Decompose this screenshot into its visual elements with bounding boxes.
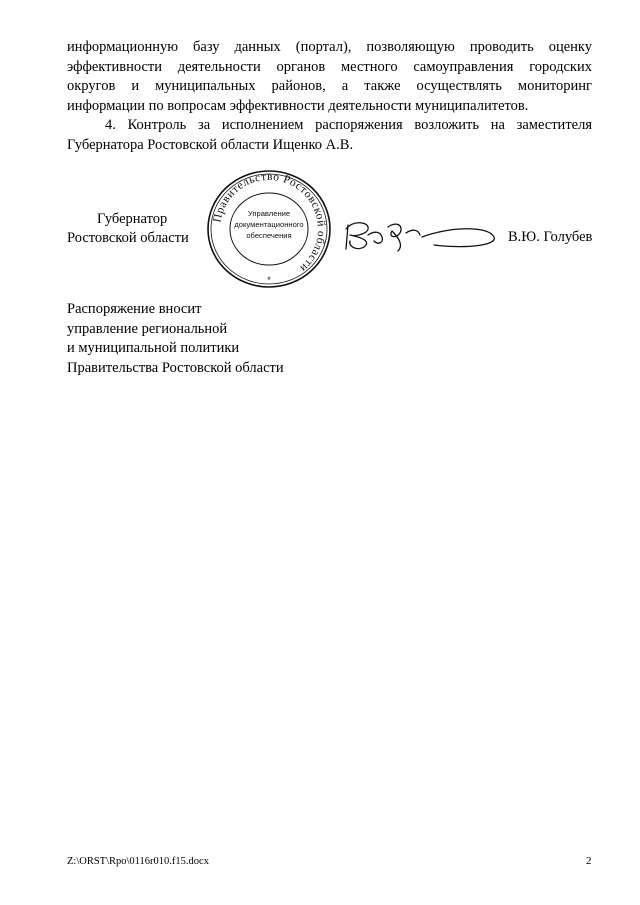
initiator-block (67, 300, 284, 378)
position-region: Ростовской области (67, 230, 189, 246)
paragraph-line: Губернатора Ростовской области Ищенко А.В. (67, 136, 354, 153)
page-number: 2 (586, 855, 592, 867)
initiator-line: и муниципальной политики (67, 340, 240, 356)
paragraph-line: информационную базу данных (портал), позволяющую проводить оценку (67, 39, 592, 55)
seal-center-line: Управление (247, 209, 291, 218)
official-seal (205, 168, 333, 290)
seal-center-line: обеспечения (246, 231, 292, 240)
seal-center-line: документационного (234, 220, 304, 229)
footer-file-path: Z:\ORST\Rpo\0116r010.f15.docx (67, 856, 209, 867)
initiator-line: Правительства Ростовской области (67, 359, 284, 376)
signatory-position (67, 210, 189, 248)
continuation-paragraph (67, 38, 592, 116)
svg-text:*: * (267, 275, 271, 285)
paragraph-line: 4. Контроль за исполнением распоряжения возложить на заместителя (105, 117, 592, 133)
position-title: Губернатор (97, 211, 168, 227)
initiator-line: управление региональной (67, 320, 228, 337)
paragraph-line: эффективности деятельности органов местного самоуправления городских (67, 58, 592, 75)
seal-ring-text: Правительство Ростовской области (211, 170, 328, 275)
signatory-name: В.Ю. Голубев (508, 229, 593, 245)
initiator-line: Распоряжение вносит (67, 301, 202, 317)
handwritten-signature (338, 213, 500, 255)
paragraph-line: информации по вопросам эффективности деятельности муниципалитетов. (67, 97, 529, 114)
item-4-paragraph (67, 116, 592, 155)
paragraph-line: округов и муниципальных районов, а также осуществлять мониторинг (67, 78, 592, 94)
